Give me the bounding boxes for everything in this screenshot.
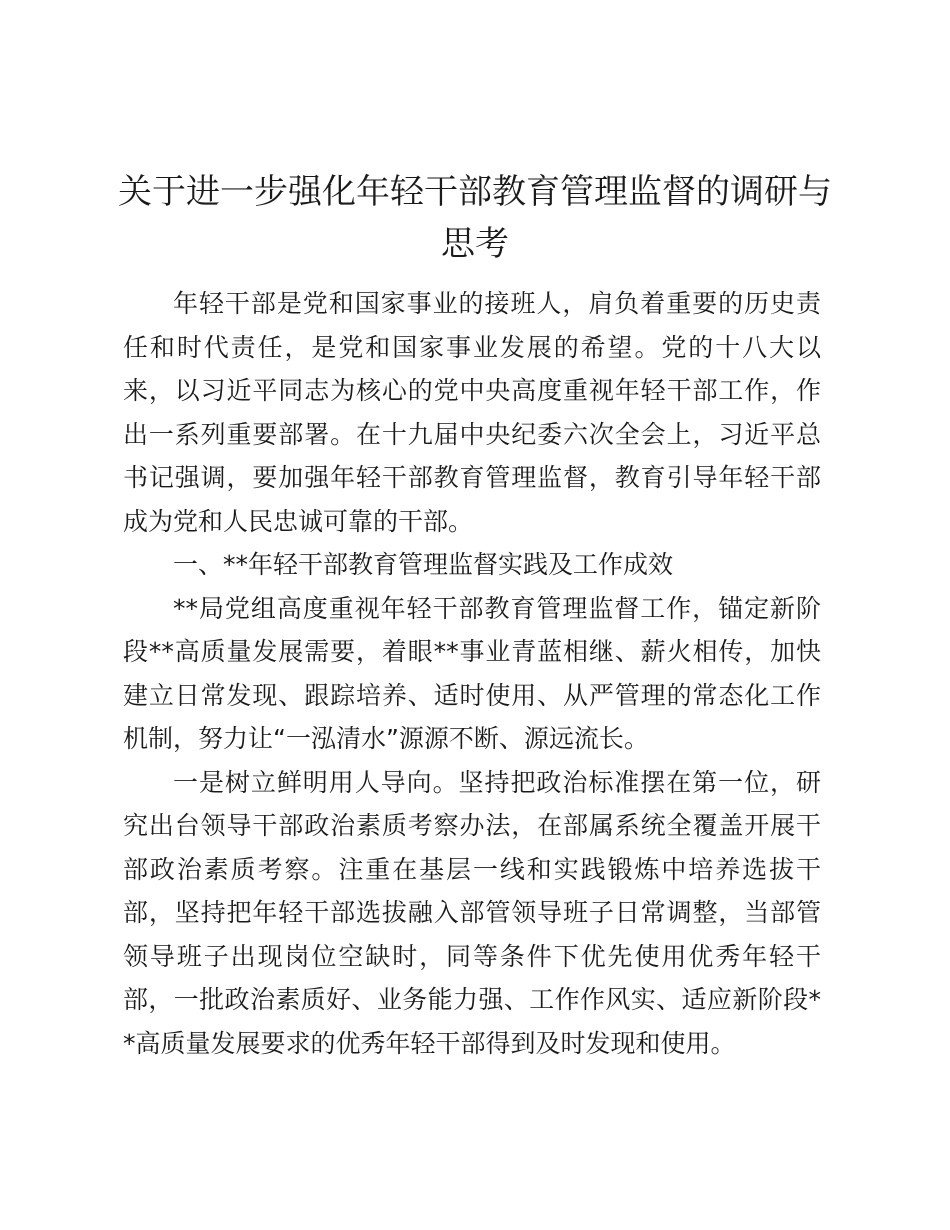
intro-paragraph: 年轻干部是党和国家事业的接班人，肩负着重要的历史责任和时代责任，是党和国家事业发展的希望。党的十八大以来，以习近平同志为核心的党中央高度重视年轻干部工作，作出一系列重要部署。在十九届中央纪委六次全会上，习近平总书记强调，要加强年轻干部教育管理监督，教育引导年轻干部成为党和人民忠诚可靠的干部。	[123, 289, 821, 536]
document-title: 关于进一步强化年轻干部教育管理监督的调研与思考	[118, 172, 832, 264]
section-heading: 一、**年轻干部教育管理监督实践及工作成效	[173, 550, 674, 579]
body-paragraph: 一是树立鲜明用人导向。坚持把政治标准摆在第一位，研究出台领导干部政治素质考察办法，在部属系统全覆盖开展干部政治素质考察。注重在基层一线和实践锻炼中培养选拔干部，坚持把年轻干部选拔融入部管领导班子日常调整，当部管领导班子出现岗位空缺时，同等条件下优先使用优秀年轻干部，一批政治素质好、业务能力强、工作作风实、适应新阶段**高质量发展要求的优秀年轻干部得到及时发现和使用。	[123, 767, 821, 1058]
body-paragraph: **局党组高度重视年轻干部教育管理监督工作，锚定新阶段**高质量发展需要，着眼**事业青蓝相继、薪火相传，加快建立日常发现、跟踪培养、适时使用、从严管理的常态化工作机制，努力让“一泓清水”源源不断、源远流长。	[123, 593, 821, 753]
document-body	[123, 282, 821, 1065]
